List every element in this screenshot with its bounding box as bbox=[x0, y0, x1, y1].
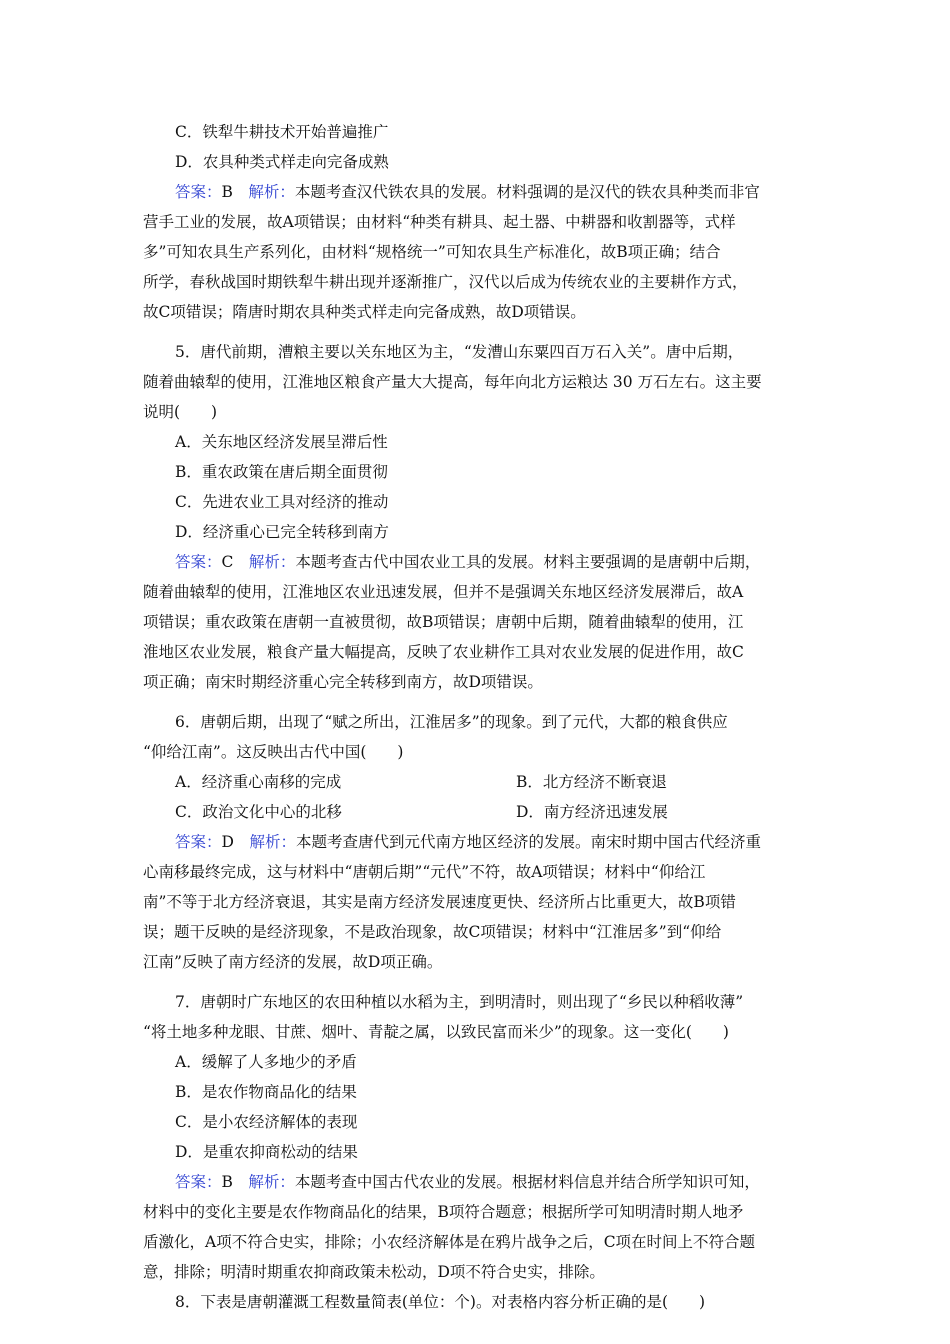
q5-analysis-line: 项正确；南宋时期经济重心完全转移到南方，故D项错误。 bbox=[143, 673, 543, 691]
answer-label: 答案： bbox=[175, 833, 222, 851]
q6-option-d: D．南方经济迅速发展 bbox=[516, 803, 668, 821]
q6-analysis-line: 南”不等于北方经济衰退，其实是南方经济发展速度更快、经济所占比重更大，故B项错 bbox=[143, 893, 736, 911]
q7-option-d: D．是重农抑商松动的结果 bbox=[175, 1143, 358, 1161]
q4-analysis-line: 故C项错误；隋唐时期农具种类式样走向完备成熟，故D项错误。 bbox=[143, 303, 586, 321]
analysis-label: 解析： bbox=[248, 183, 295, 201]
q5-option-d: D．经济重心已完全转移到南方 bbox=[175, 523, 389, 541]
answer-value: D bbox=[221, 833, 250, 851]
answer-label: 答案： bbox=[175, 1173, 222, 1191]
q5-option-b: B．重农政策在唐后期全面贯彻 bbox=[175, 463, 388, 481]
q7-stem-line: 7．唐朝时广东地区的农田种植以水稻为主，到明清时，则出现了“乡民以种稻收薄” bbox=[175, 993, 744, 1011]
q7-analysis-line: 材料中的变化主要是农作物商品化的结果，B项符合题意；根据所学可知明清时期人地矛 bbox=[143, 1203, 744, 1221]
analysis-text: 本题考查唐代到元代南方地区经济的发展。南宋时期中国古代经济重 bbox=[295, 833, 761, 851]
answer-value: C bbox=[221, 553, 249, 571]
q5-answer-line bbox=[175, 552, 760, 572]
q5-analysis-line: 淮地区农业发展，粮食产量大幅提高，反映了农业耕作工具对农业发展的促进作用，故C bbox=[143, 643, 744, 661]
q5-option-a: A．关东地区经济发展呈滞后性 bbox=[175, 433, 388, 451]
answer-value: B bbox=[221, 1173, 249, 1191]
q5-stem-line: 说明( ) bbox=[143, 403, 218, 421]
q7-option-b: B．是农作物商品化的结果 bbox=[175, 1083, 357, 1101]
q7-answer-line bbox=[175, 1172, 760, 1192]
q6-stem-line: 6．唐朝后期，出现了“赋之所出，江淮居多”的现象。到了元代，大都的粮食供应 bbox=[175, 713, 728, 731]
q8-stem: 8．下表是唐朝灌溉工程数量简表(单位：个)。对表格内容分析正确的是( ) bbox=[175, 1293, 706, 1311]
q4-analysis-line: 营手工业的发展，故A项错误；由材料“种类有耕具、起土器、中耕器和收割器等，式样 bbox=[143, 213, 736, 231]
q6-option-c: C．政治文化中心的北移 bbox=[175, 803, 342, 821]
analysis-label: 解析： bbox=[248, 1173, 295, 1191]
q6-stem-line: “仰给江南”。这反映出古代中国( ) bbox=[143, 743, 404, 761]
q6-answer-line bbox=[175, 832, 761, 852]
analysis-label: 解析： bbox=[249, 833, 296, 851]
q7-option-c: C．是小农经济解体的表现 bbox=[175, 1113, 358, 1131]
q5-analysis-line: 随着曲辕犁的使用，江淮地区农业迅速发展，但并不是强调关东地区经济发展滞后，故A bbox=[143, 583, 744, 601]
answer-value: B bbox=[221, 183, 249, 201]
analysis-label: 解析： bbox=[248, 553, 296, 571]
q6-option-b: B．北方经济不断衰退 bbox=[516, 773, 667, 791]
analysis-text: 本题考查古代中国农业工具的发展。材料主要强调的是唐朝中后期， bbox=[295, 553, 761, 571]
q6-analysis-line: 误；题干反映的是经济现象，不是政治现象，故C项错误；材料中“江淮居多”到“仰给 bbox=[143, 923, 722, 941]
q7-stem-line: “将土地多种龙眼、甘蔗、烟叶、青靛之属，以致民富而米少”的现象。这一变化( ) bbox=[143, 1023, 729, 1041]
q4-answer-line bbox=[175, 182, 760, 202]
q4-option-c: C．铁犁牛耕技术开始普遍推广 bbox=[175, 123, 389, 141]
analysis-text: 本题考查汉代铁农具的发展。材料强调的是汉代的铁农具种类而非官 bbox=[294, 183, 760, 201]
q5-option-c: C．先进农业工具对经济的推动 bbox=[175, 493, 389, 511]
q6-analysis-line: 心南移最终完成，这与材料中“唐朝后期”“元代”不符，故A项错误；材料中“仰给江 bbox=[143, 863, 706, 881]
q6-option-a: A．经济重心南移的完成 bbox=[175, 773, 342, 791]
answer-label: 答案： bbox=[175, 183, 222, 201]
q4-option-d: D．农具种类式样走向完备成熟 bbox=[175, 153, 389, 171]
q7-analysis-line: 盾激化，A项不符合史实，排除；小农经济解体是在鸦片战争之后，C项在时间上不符合题 bbox=[143, 1233, 756, 1251]
q7-option-a: A．缓解了人多地少的矛盾 bbox=[175, 1053, 357, 1071]
q5-stem-line: 随着曲辕犁的使用，江淮地区粮食产量大大提高，每年向北方运粮达 30 万石左右。这主要 bbox=[143, 373, 762, 391]
q5-analysis-line: 项错误；重农政策在唐朝一直被贯彻，故B项错误；唐朝中后期，随着曲辕犁的使用，江 bbox=[143, 613, 744, 631]
analysis-text: 本题考查中国古代农业的发展。根据材料信息并结合所学知识可知， bbox=[294, 1173, 760, 1191]
answer-label: 答案： bbox=[175, 553, 222, 571]
q7-analysis-line: 意，排除；明清时期重农抑商政策未松动，D项不符合史实，排除。 bbox=[143, 1263, 605, 1281]
q4-analysis-line: 多”可知农具生产系列化，由材料“规格统一”可知农具生产标准化，故B项正确；结合 bbox=[143, 243, 721, 261]
q5-stem-line: 5．唐代前期，漕粮主要以关东地区为主，“发漕山东粟四百万石入关”。唐中后期， bbox=[175, 343, 744, 361]
q6-analysis-line: 江南”反映了南方经济的发展，故D项正确。 bbox=[143, 953, 443, 971]
q4-analysis-line: 所学，春秋战国时期铁犁牛耕出现并逐渐推广，汉代以后成为传统农业的主要耕作方式， bbox=[143, 273, 748, 291]
